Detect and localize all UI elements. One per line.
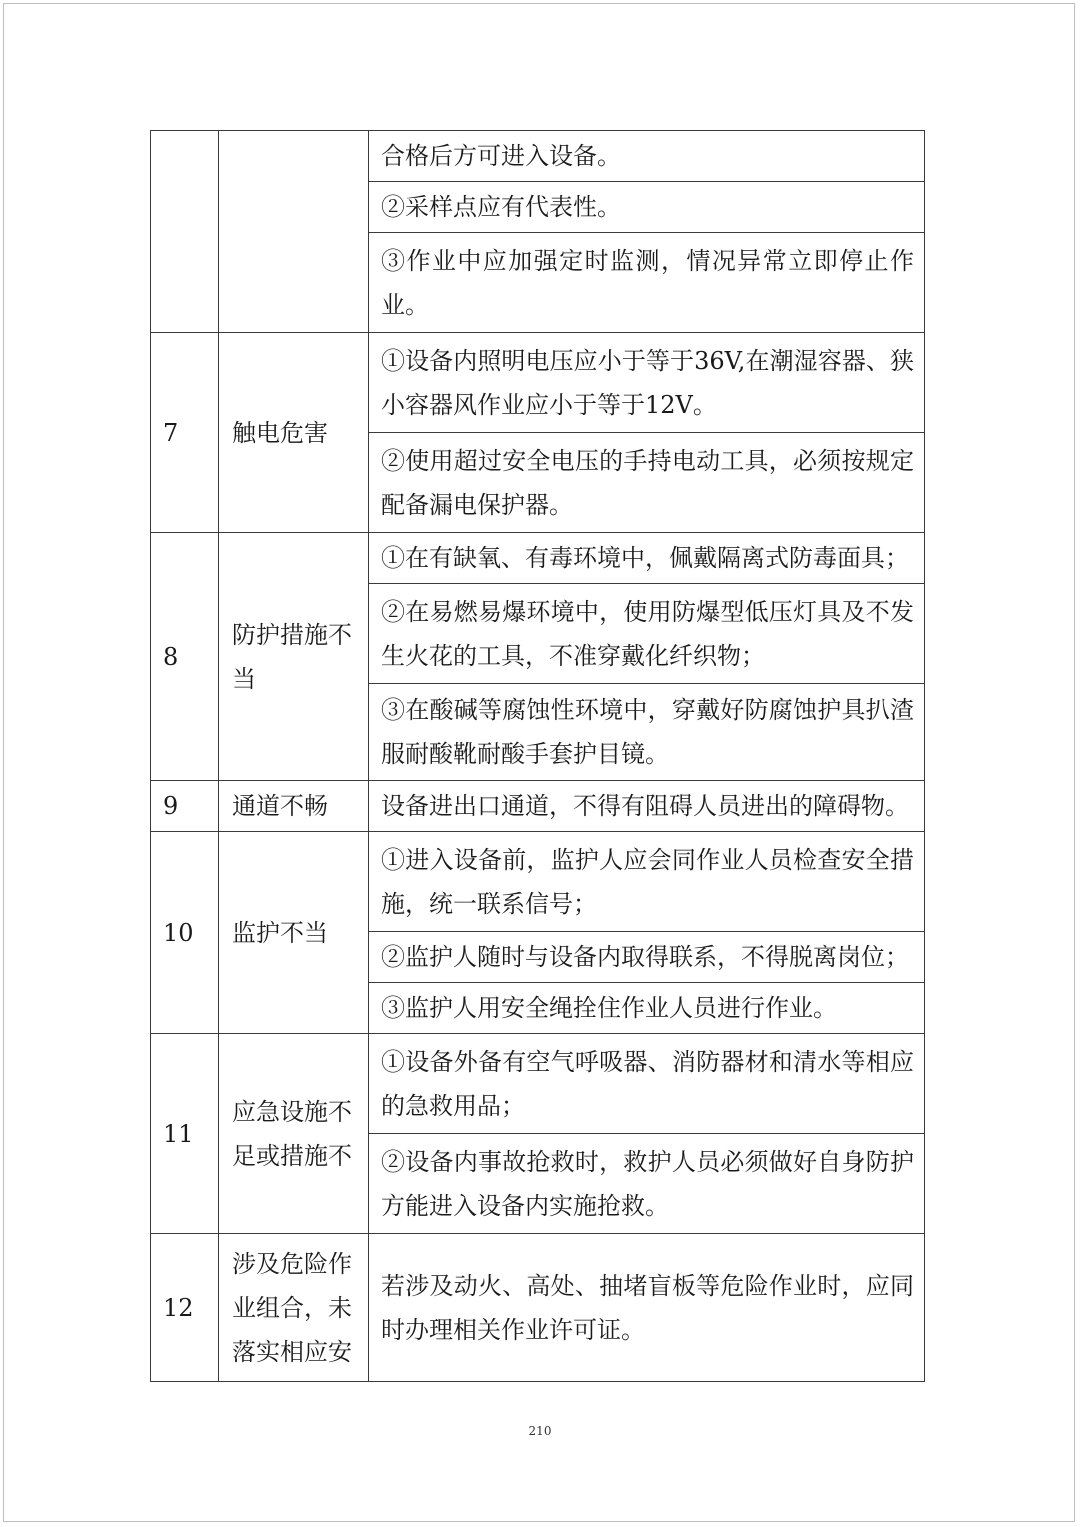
table-row bbox=[151, 533, 925, 584]
measure-cell: ②使用超过安全电压的手持电动工具，必须按规定配备漏电保护器。 bbox=[369, 433, 925, 533]
table-row bbox=[151, 1034, 925, 1134]
hazard-cell bbox=[219, 131, 369, 333]
page-number: 210 bbox=[528, 1424, 552, 1438]
measure-cell: ②监护人随时与设备内取得联系，不得脱离岗位； bbox=[369, 932, 925, 983]
table-row bbox=[151, 832, 925, 932]
measure-cell: ③在酸碱等腐蚀性环境中，穿戴好防腐蚀护具扒渣服耐酸靴耐酸手套护目镜。 bbox=[369, 684, 925, 781]
row-number-cell: 10 bbox=[151, 832, 219, 1034]
hazard-cell: 通道不畅 bbox=[219, 781, 369, 832]
measure-cell: ③监护人用安全绳拴住作业人员进行作业。 bbox=[369, 983, 925, 1034]
table-row bbox=[151, 131, 925, 182]
table-row bbox=[151, 333, 925, 433]
row-number-cell: 11 bbox=[151, 1034, 219, 1234]
measure-cell: 设备进出口通道，不得有阻碍人员进出的障碍物。 bbox=[369, 781, 925, 832]
row-number-cell bbox=[151, 131, 219, 333]
measure-cell: ②设备内事故抢救时，救护人员必须做好自身防护方能进入设备内实施抢救。 bbox=[369, 1134, 925, 1234]
hazard-measures-table bbox=[150, 130, 925, 1382]
table-row bbox=[151, 1234, 925, 1382]
measure-cell: ②采样点应有代表性。 bbox=[369, 182, 925, 233]
hazard-cell: 应急设施不足或措施不 bbox=[219, 1034, 369, 1234]
hazard-cell: 监护不当 bbox=[219, 832, 369, 1034]
measure-cell: ①在有缺氧、有毒环境中，佩戴隔离式防毒面具； bbox=[369, 533, 925, 584]
measure-cell: ③作业中应加强定时监测，情况异常立即停止作业。 bbox=[369, 233, 925, 333]
measure-cell: ①设备外备有空气呼吸器、消防器材和清水等相应的急救用品； bbox=[369, 1034, 925, 1134]
hazard-cell: 涉及危险作业组合，未落实相应安 bbox=[219, 1234, 369, 1382]
measure-cell: ①设备内照明电压应小于等于36V,在潮湿容器、狭小容器风作业应小于等于12V。 bbox=[369, 333, 925, 433]
measure-cell: ①进入设备前，监护人应会同作业人员检查安全措施，统一联系信号； bbox=[369, 832, 925, 932]
hazard-cell: 触电危害 bbox=[219, 333, 369, 533]
table-row bbox=[151, 781, 925, 832]
row-number-cell: 12 bbox=[151, 1234, 219, 1382]
hazard-cell: 防护措施不当 bbox=[219, 533, 369, 781]
measure-cell: 合格后方可进入设备。 bbox=[369, 131, 925, 182]
measure-cell: ②在易燃易爆环境中，使用防爆型低压灯具及不发生火花的工具，不准穿戴化纤织物； bbox=[369, 584, 925, 684]
measure-cell: 若涉及动火、高处、抽堵盲板等危险作业时，应同时办理相关作业许可证。 bbox=[369, 1234, 925, 1382]
row-number-cell: 9 bbox=[151, 781, 219, 832]
row-number-cell: 8 bbox=[151, 533, 219, 781]
row-number-cell: 7 bbox=[151, 333, 219, 533]
